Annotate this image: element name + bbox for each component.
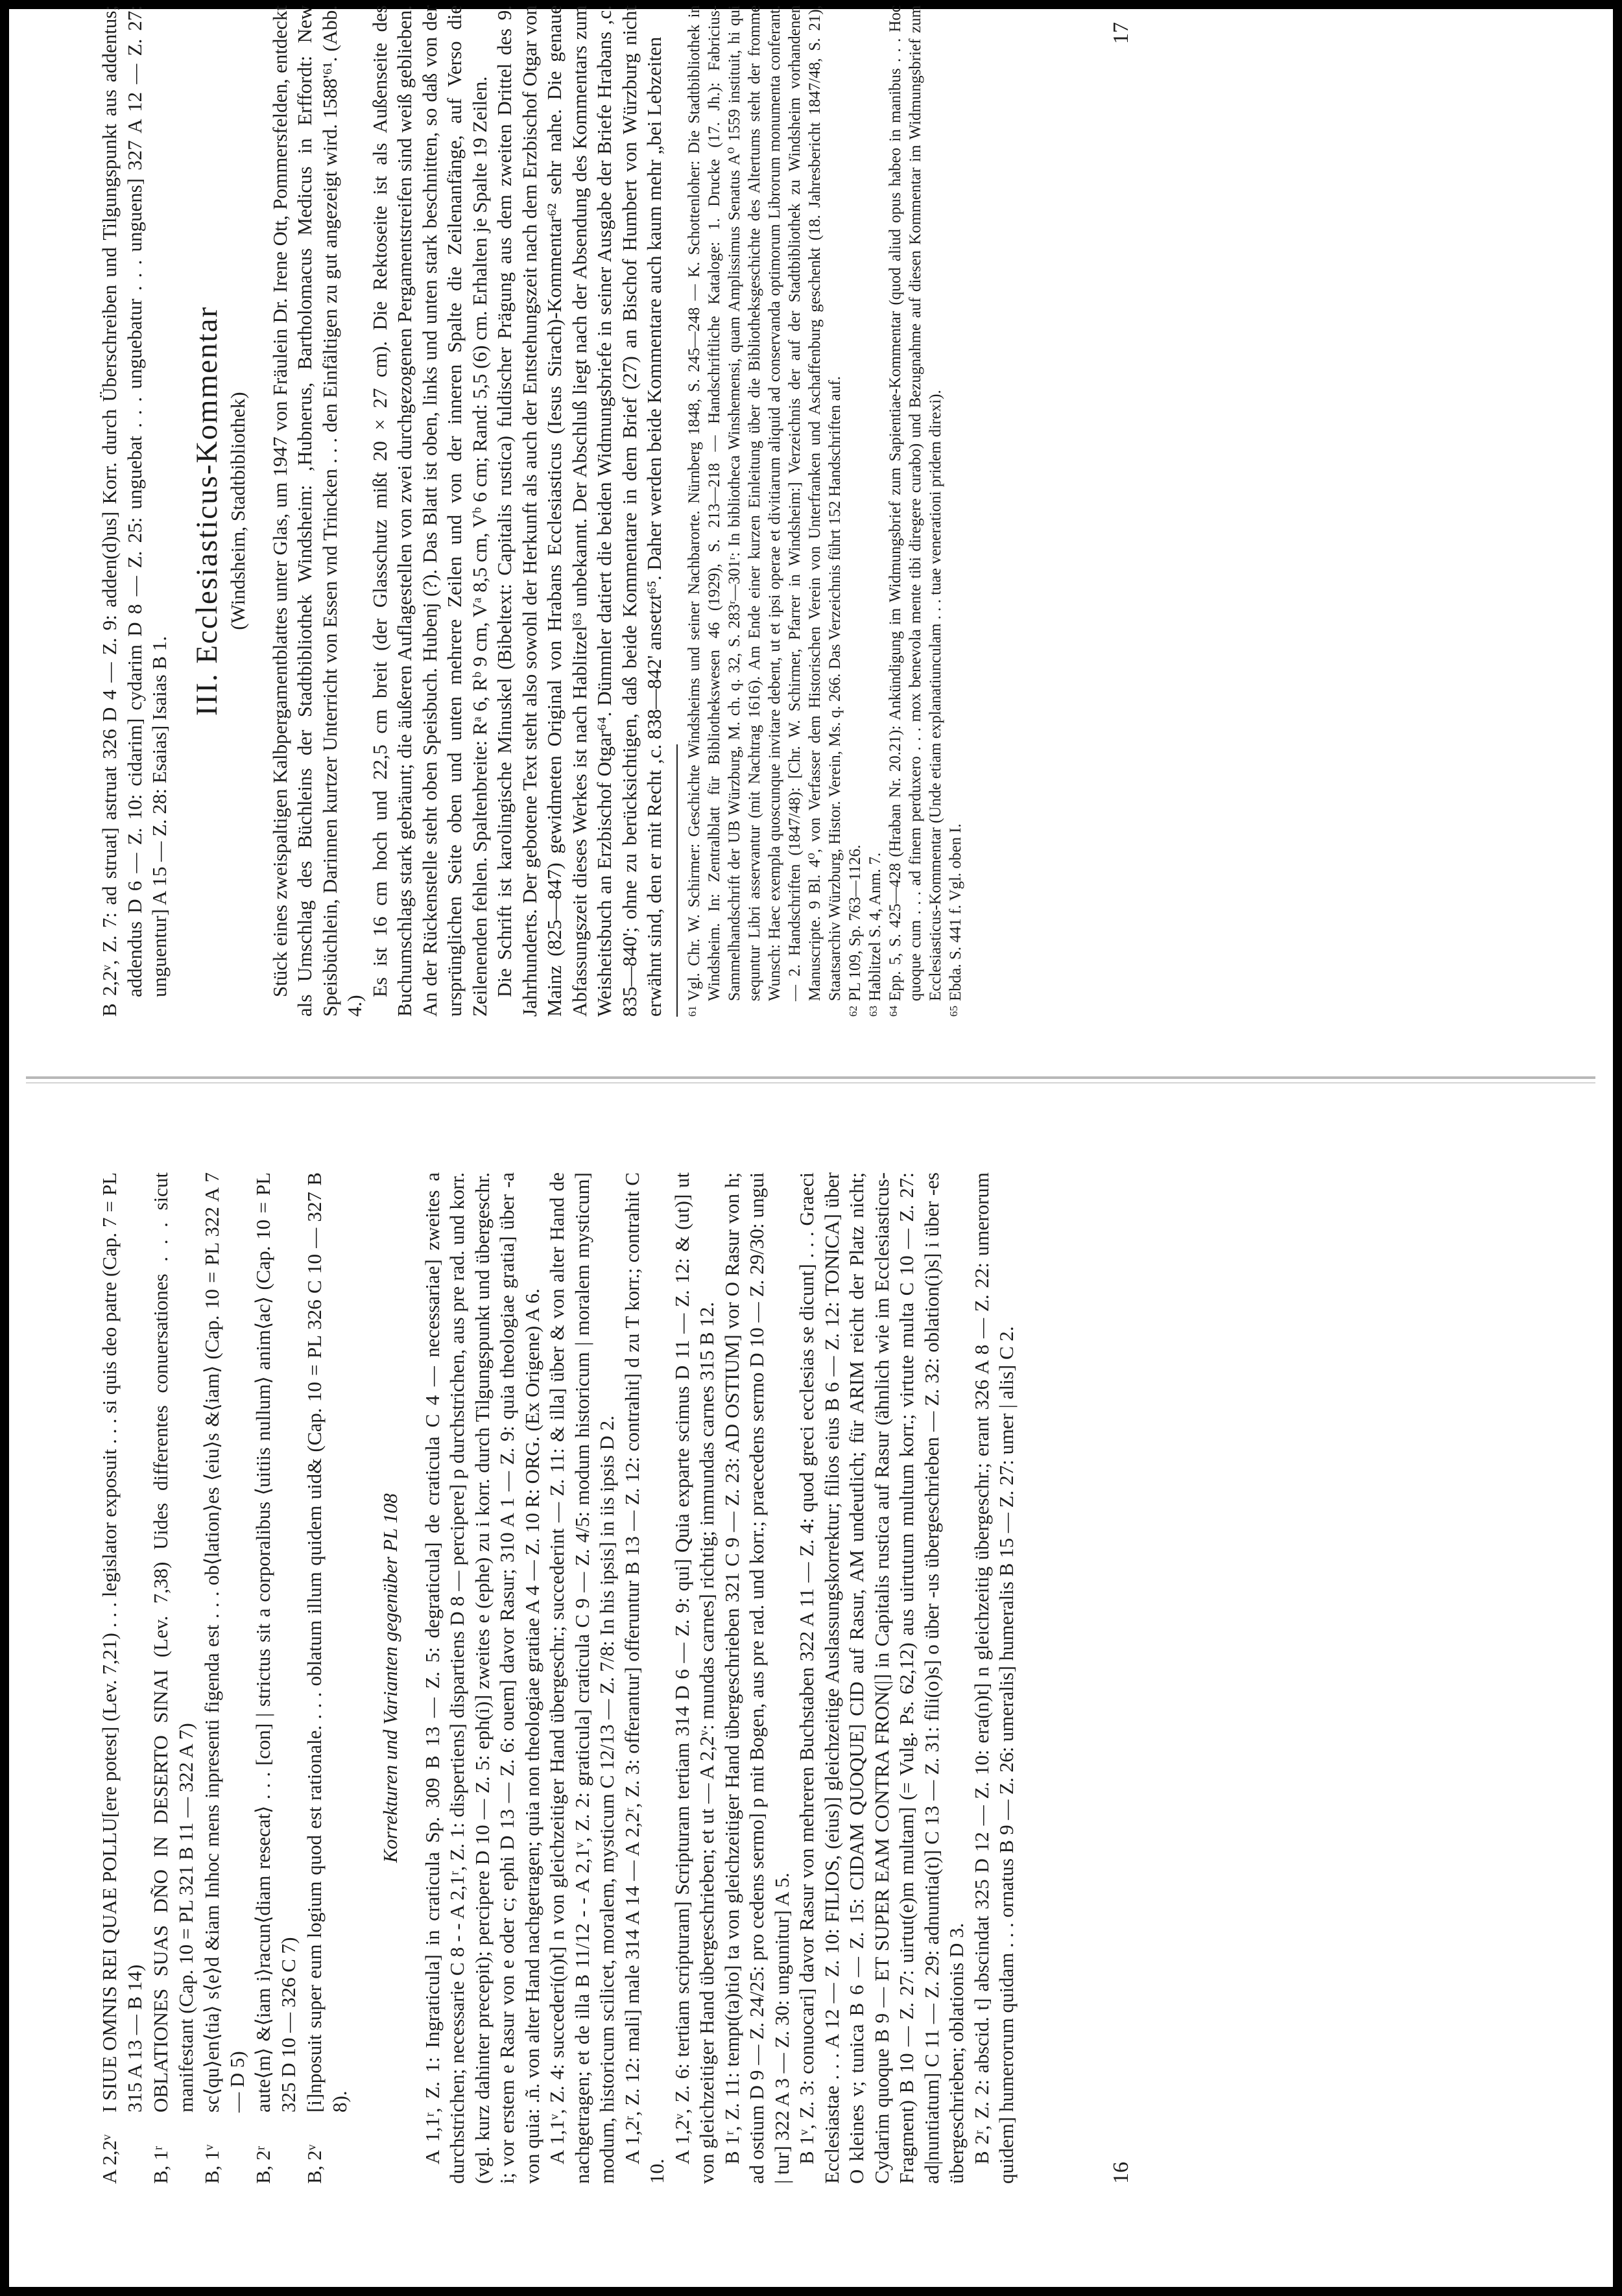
entry-text: [i]nposuit super eum logium quod est rationale. . . . oblatum illum quidem uid& (Cap. 10 = PL 326 C 10 — 327 B 8).	[303, 1172, 351, 2113]
chapter-subtitle: (Windsheim, Stadtbibliothek)	[226, 392, 249, 630]
footnote-text: Epp. 5, S. 425—428 (Hraban Nr. 20.21): Ankündigung im Widmungsbrief zum Sapientiae-Kommentar (quod aliud opus habeo in manibus . . . Hoc quoque cum . . . ad finem perduxero . . . mox benevola mente tibi diregere curabo) und Bezugnahme auf diesen Kommentar im Widmungsbrief zum Ecclesiasticus-Kommentar (Unde etiam explanatiunculam . . . tuae venerationi pridem direxi).	[886, 5, 944, 1001]
footnote	[845, 5, 865, 1017]
continuation-paragraph: B 2,2ᵛ, Z. 7: ad struat] astruat 326 D 4 — Z. 9: adden(d)us] Korr. durch Überschreiben und Tilgungspunkt aus addentus; addendus D 6 — Z. 10: cidarim] cydarim D 8 — Z. 25: unguebat . . . unguebatur . . . unguens] 327 A 12 — Z. 27: unguentur] A 15 — Z. 28: Esaias] Isaias B 1.	[98, 5, 171, 1017]
footnote	[865, 5, 885, 1017]
entry-text: OBLATIONES SUAS DÑO IN DESERTO SINAI (Lev. 7,38) Uides differentes conuersationes . . . sicut manifestant (Cap. 10 = PL 321 B 11 — 322 A 7)	[149, 1172, 197, 2113]
footnote-number: 62	[846, 1006, 859, 1017]
paragraph: B 2ʳ, Z. 2: abscid. t] abscindat 325 D 12 — Z. 10: era(n)t] n gleichzeitig übergeschr.; erant 326 A 8 — Z. 22: umerorum quidem] humerorum quidam . . . ornatus B 9 — Z. 26: umeralis] humeralis B 15 — Z. 27: umer | alis] C 2.	[970, 1172, 1018, 2184]
footnote-number: 65	[947, 1006, 960, 1017]
entry-text: sc⟨qu⟩en⟨tia⟩ s⟨e⟩d &iam Inhoc mens inpresenti figenda est . . . ob⟨lation⟩es ⟨eiu⟩s &⟨iam⟩ (Cap. 10 = PL 322 A 7 — D 5)	[200, 1172, 248, 2113]
paragraph: B 1ᵛ, Z. 3: conuocari] davor Rasur von mehreren Buchstaben 322 A 11 — Z. 4: quod greci ecclesias se dicunt] . . . Graeci Ecclesiastae . . . A 12 — Z. 10: FILIOS, (eius)] gleichzeitige Auslassungskorrektur; filios eius B 6 — Z. 12: TONICA] über O kleines v; tunica B 6 — Z. 15: CIDAM QUOQUE] CID auf Rasur, AM undeutlich; für ARIM reicht der Platz nicht; Cydarim quoque B 9 — ET SUPER EAM CONTRA FRON(|] in Capitalis rustica auf Rasur (ähnlich wie im Ecclesiasticus-Fragment) B 10 — Z. 27: uirtut(e)m multam] (= Vulg. Ps. 62,12) aus uirtutum multum korr.; virtute multa C 10 — Z. 27: ad|nuntiatum] C 11 — Z. 29: adnuntia(t)] C 13 — Z. 31: fili(o)s] o über -us übergeschrieben — Z. 32: oblation(i)s] i über -es übergeschrieben; oblationis D 3.	[795, 1172, 968, 2184]
paragraph: A 1,2ᵛ, Z. 6: tertiam scripturam] Scripturam tertiam 314 D 6 — Z. 9: qui] Quia exparte scimus D 11 — Z. 12: & (ut)] ut von gleichzeitiger Hand übergeschrieben; et ut — A 2,2ᵛ: mundas carnes] richtig; immundas carnes 315 B 12.	[670, 1172, 718, 2184]
footnote-text: Hablitzel S. 4, Anm. 7.	[866, 852, 884, 1001]
footnote-number: 64	[887, 1006, 900, 1017]
paragraph: Es ist 16 cm hoch und 22,5 cm breit (der Glasschutz mißt 20 × 27 cm). Die Rektoseite ist als Außenseite des Buchumschlags stark gebräunt; die äußeren Auflagestellen von zwei durchgezogenen Pergamentstreifen sind weiß geblieben. An der Rückenstelle steht oben Speisbuch. Hubenj (?). Das Blatt ist oben, links und unten stark beschnitten, so daß von der ursprünglichen Seite oben und unten mehrere Zeilen und von der inneren Spalte die Zeilenanfänge, auf Verso die Zeilenenden fehlen. Spaltenbreite: Rᵃ 6, Rᵇ 9 cm, Vᵃ 8,5 cm, Vᵇ 6 cm; Rand: 5,5 (6) cm. Erhalten je Spalte 19 Zeilen.	[368, 5, 491, 1017]
paragraph: Die Schrift ist karolingische Minuskel (Bibeltext: Capitalis rustica) fuldischer Prägung aus dem zweiten Drittel des 9. Jahrhunderts. Der gebotene Text steht also sowohl der Herkunft als auch der Entstehungszeit nach dem Erzbischof Otgar von Mainz (825—847) gewidmeten Original von Hrabans Ecclesiasticus (Iesus Sirach)-Kommentar⁶² sehr nahe. Die genaue Abfassungszeit dieses Werkes ist nach Hablitzel⁶³ unbekannt. Der Abschluß liegt nach der Absendung des Kommentars zum Weisheitsbuch an Erzbischof Otgar⁶⁴. Dümmler datiert die beiden Widmungsbriefe in seiner Ausgabe der Briefe Hrabans ‚c. 835—840'; ohne zu berücksichtigen, daß beide Kommentare in dem Brief (27) an Bischof Humbert von Würzburg nicht erwähnt sind, den er mit Recht ‚c. 838—842' ansetzt⁶⁵. Daher werden beide Kommentare auch kaum mehr „bei Lebzeiten	[493, 5, 665, 1017]
page-16	[97, 1172, 1133, 2184]
entry-b1v	[200, 1172, 250, 2184]
chapter-title: III. Ecclesiasticus-Kommentar	[189, 305, 224, 716]
entry-ref: B, 1ʳ	[149, 2146, 172, 2184]
footnote-number: 61	[686, 1006, 698, 1017]
paragraph: B 1ʳ, Z. 11: tempt(ta)tio] ta von gleichzeitiger Hand übergeschrieben 321 C 9 — Z. 23: AD OSTIUM] vor O Rasur von h; ad ostium D 9 — Z. 24/25: pro cedens sermo] p mit Bogen, aus pre rad. und korr.; praecedens sermo D 10 — Z. 29/30: ungui | tur] 322 A 3 — Z. 30: ungunitur] A 5.	[720, 1172, 793, 2184]
entry-text: I SIUE OMNIS REI QUAE POLLU[ere potest] (Lev. 7,21) . . . legislator exposuit . . . si quis deo patre (Cap. 7 = PL 315 A 13 — B 14)	[98, 1172, 146, 2113]
entry-b2v	[302, 1172, 352, 2184]
footnotes	[684, 5, 966, 1017]
footnote-text: Vgl. Chr. W. Schirmer: Geschichte Windsheims und seiner Nachbarorte. Nürnberg 1848, S. 245—248 — K. Schottenloher: Die Stadtbibliothek in Windsheim. In: Zentralblatt für Bibliothekswesen 46 (1929), S. 213—218 — Handschriftliche Kataloge: 1. Drucke (17. Jh.): Fabricius-Sammelhandschrift der UB Würzburg, M. ch. q. 32, S. 283ʳ—301ʳ: In bibliotheca Winshemensi, quam Amplissimus Senatus A⁰ 1559 instituit, hi qui sequntur Libri asservantur (mit Nachtrag 1616). Am Ende einer kurzen Einleitung über die Bibliotheksgeschichte des Altertums steht der fromme Wunsch: Haec exempla quoscunque invitare debent, ut et ipsi operae et divitiarum aliquid ad conservanda optimorum Librorum monumenta conferant. — 2. Handschriften (1847/48): [Chr. W. Schirmer, Pfarrer in Windsheim:] Verzeichnis der auf der Stadtbibliothek zu Windsheim vorhandenen Manuscripte. 9 Bl. 4⁰, von Verfasser dem Historischen Verein von Unterfranken und Aschaffenburg geschenkt (18. Jahresbericht 1847/48, S. 21), Staatsarchiv Würzburg, Histor. Verein, Ms. q. 266. Das Verzeichnis führt 152 Handschriften auf.	[685, 5, 844, 1001]
scan-border-bottom	[0, 2287, 1622, 2296]
footnote	[885, 5, 946, 1017]
paragraph: Stück eines zweispaltigen Kalbpergamentblattes unter Glas, um 1947 von Fräulein Dr. Irene Ott, Pommersfelden, entdeckt als Umschlag des Büchleins der Stadtbibliothek Windsheim: ‚Hubnerus, Bartholomacus Medicus in Erffordt: New Speisbüchlein, Darinnen kurtzer Unterricht von Essen vnd Trincken . . . den Einfältigen zu gut angezeigt wird. 1588'⁶¹. (Abb. 4.)	[268, 5, 366, 1017]
footnote-text: PL 109, Sp. 763—1126.	[846, 844, 864, 1001]
book-gutter-shadow	[26, 1082, 1595, 1083]
footnote	[684, 5, 845, 1017]
footnote-number: 63	[866, 1006, 879, 1017]
paragraph: A 1,1ʳ, Z. 1: Ingraticula] in craticula Sp. 309 B 13 — Z. 5: degraticula] de craticula C 4 — necessariae] zweites a durchstrichen; necessarie C 8 - - A 2,1ʳ, Z. 1: dispertiens] dispartiens D 8 — percipere] p durchstrichen, aus pre rad. und korr. (vgl. kurz dahinter precepit); percipere D 10 — Z. 5: eph(i)] zweites e (ephe) zu i korr. durch Tilgungspunkt und übergeschr. i; vor erstem e Rasur von e oder c; ephi D 13 — Z. 6: ouem] davor Rasur; 310 A 1 — Z. 9: quia theologiae gratia] über -a von quia: .ñ. von alter Hand nachgetragen; quia non theologiae gratiae A 4 — Z. 10 R: ORG. (Ex Origene) A 6.	[420, 1172, 543, 2184]
paragraph: A 1,2ʳ, Z. 12: mali] male 314 A 14 — A 2,2ʳ, Z. 3: offerantur] offeruntur B 13 — Z. 12: contrahit] d zu T korr.; contrahit C 10.	[620, 1172, 668, 2184]
page-number: 16	[1109, 2162, 1133, 2184]
book-gutter	[26, 1076, 1595, 1079]
entry-ref: A 2,2ᵛ	[98, 2134, 121, 2184]
entry-ref: B, 1ᵛ	[200, 2144, 223, 2184]
entry-ref: B, 2ʳ	[252, 2146, 274, 2184]
entry-a22v	[97, 1172, 147, 2184]
footnote-rule	[676, 744, 678, 1017]
footnote	[946, 5, 966, 1017]
entry-text: aute⟨m⟩ &⟨iam i⟩racun⟨diam resecat⟩ . . . [con] | strictus sit a corporalibus ⟨uitiis nullum⟩ anim⟨ac⟩ (Cap. 10 = PL 325 D 10 — 326 C 7)	[252, 1172, 300, 2113]
section-subheading: Korrekturen und Varianten gegenüber PL 108	[379, 1493, 401, 1863]
page-17	[97, 5, 1133, 1017]
scan-border-left	[0, 0, 9, 2296]
page-number: 17	[1109, 22, 1133, 44]
entry-b1r	[149, 1172, 198, 2184]
scan-border-right	[1613, 0, 1622, 2296]
paragraph: A 1,1ᵛ, Z. 4: succederi(n)t] n von gleichzeitiger Hand übergeschr.; succederint — Z. 11: & illa] über & von alter Hand de nachgetragen; et de illa B 11/12 - - A 2,1ᵛ, Z. 2: graticula] craticula C 9 — Z. 4/5: modum historicum | moralem mysticum] modum, historicum scilicet, moralem, mysticum C 12/13 — Z. 7/8: In his ipsis] in iis ipsis D 2.	[545, 1172, 618, 2184]
entry-b2r	[251, 1172, 301, 2184]
entry-ref: B, 2ᵛ	[303, 2144, 326, 2184]
footnote-text: Ebda. S. 441 f. Vgl. oben I.	[946, 823, 964, 1001]
